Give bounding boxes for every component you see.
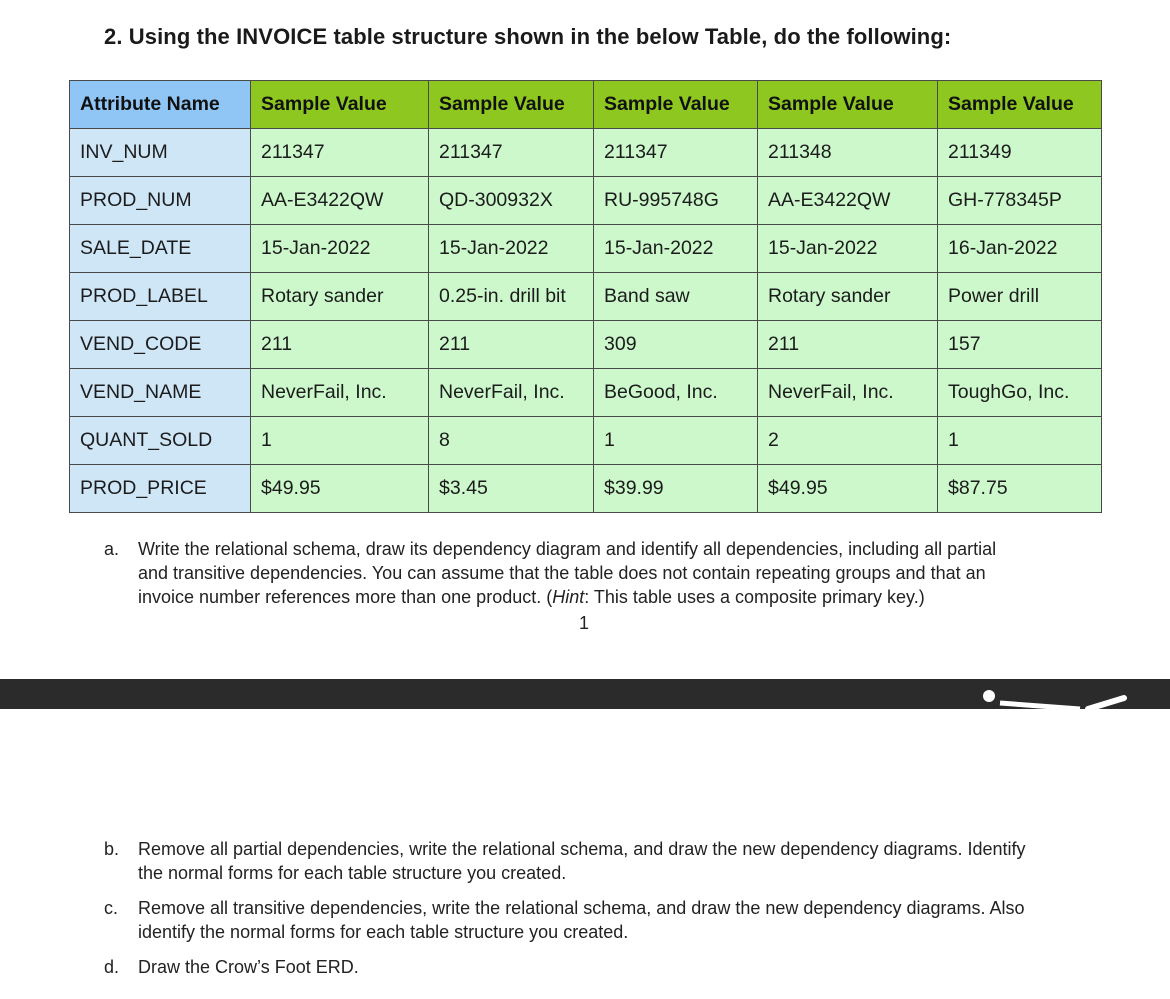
table-cell: $3.45 xyxy=(429,465,594,513)
table-cell-attribute: SALE_DATE xyxy=(70,225,251,273)
part-a-letter: a. xyxy=(104,539,120,559)
table-header-cell: Attribute Name xyxy=(70,81,251,129)
table-cell: 309 xyxy=(594,321,758,369)
table-cell: 211 xyxy=(251,321,429,369)
table-cell: 1 xyxy=(594,417,758,465)
table-header-cell: Sample Value xyxy=(758,81,938,129)
table-cell: RU-995748G xyxy=(594,177,758,225)
table-cell: 211347 xyxy=(251,129,429,177)
table-cell: NeverFail, Inc. xyxy=(429,369,594,417)
table-cell: AA-E3422QW xyxy=(758,177,938,225)
table-header-cell: Sample Value xyxy=(938,81,1102,129)
table-cell: 211 xyxy=(758,321,938,369)
table-cell: NeverFail, Inc. xyxy=(251,369,429,417)
part-b-line: Remove all partial dependencies, write the relational schema, and draw the new dependency diagrams. Identify xyxy=(138,839,1026,859)
invoice-table xyxy=(69,80,1102,513)
table-row xyxy=(70,369,1102,417)
table-cell: 1 xyxy=(938,417,1102,465)
table-cell-attribute: QUANT_SOLD xyxy=(70,417,251,465)
page-number: 1 xyxy=(579,613,590,633)
table-cell: 157 xyxy=(938,321,1102,369)
table-cell: GH-778345P xyxy=(938,177,1102,225)
hint-label: Hint xyxy=(552,587,585,607)
table-cell: $39.99 xyxy=(594,465,758,513)
part-c-line: identify the normal forms for each table structure you created. xyxy=(138,922,629,942)
part-c xyxy=(104,896,1114,946)
table-cell: 15-Jan-2022 xyxy=(758,225,938,273)
table-cell: 15-Jan-2022 xyxy=(251,225,429,273)
table-cell: QD-300932X xyxy=(429,177,594,225)
part-a-line xyxy=(138,585,996,609)
table-header-cell: Sample Value xyxy=(251,81,429,129)
part-d-line: Draw the Crow’s Foot ERD. xyxy=(138,957,359,977)
table-cell: 2 xyxy=(758,417,938,465)
table-cell-attribute: INV_NUM xyxy=(70,129,251,177)
table-row xyxy=(70,177,1102,225)
table-cell-attribute: PROD_LABEL xyxy=(70,273,251,321)
table-cell: 0.25-in. drill bit xyxy=(429,273,594,321)
part-b-line: the normal forms for each table structure you created. xyxy=(138,863,567,883)
part-b-text xyxy=(138,837,1026,885)
part-a-text xyxy=(138,537,996,609)
hint-text: : This table uses a composite primary key.) xyxy=(584,587,925,607)
table-cell: AA-E3422QW xyxy=(251,177,429,225)
table-cell: NeverFail, Inc. xyxy=(758,369,938,417)
part-d-text xyxy=(138,955,359,979)
part-c-line: Remove all transitive dependencies, write the relational schema, and draw the new dependency diagrams. Also xyxy=(138,898,1025,918)
table-cell: Rotary sander xyxy=(758,273,938,321)
table-row xyxy=(70,321,1102,369)
question-title: 2. Using the INVOICE table structure shown in the below Table, do the following: xyxy=(104,24,952,49)
table-cell: 16-Jan-2022 xyxy=(938,225,1102,273)
table-cell: 1 xyxy=(251,417,429,465)
part-b xyxy=(104,837,1114,887)
part-a xyxy=(104,537,1114,612)
table-cell: BeGood, Inc. xyxy=(594,369,758,417)
part-d xyxy=(104,955,1114,981)
part-b-letter: b. xyxy=(104,839,120,859)
bar-mark-decoration xyxy=(970,679,1140,709)
table-cell: 211348 xyxy=(758,129,938,177)
table-cell: 211349 xyxy=(938,129,1102,177)
part-a-line-text: invoice number references more than one product. ( xyxy=(138,587,553,607)
table-row xyxy=(70,273,1102,321)
table-header-cell: Sample Value xyxy=(594,81,758,129)
table-cell: $49.95 xyxy=(758,465,938,513)
part-a-line: Write the relational schema, draw its dependency diagram and identify all dependencies, including all partial xyxy=(138,539,997,559)
part-d-letter: d. xyxy=(104,957,120,977)
table-cell: 211 xyxy=(429,321,594,369)
table-cell: Power drill xyxy=(938,273,1102,321)
table-cell-attribute: VEND_CODE xyxy=(70,321,251,369)
table-cell: Band saw xyxy=(594,273,758,321)
table-cell: 15-Jan-2022 xyxy=(594,225,758,273)
part-c-text xyxy=(138,896,1025,944)
table-row xyxy=(70,129,1102,177)
table-cell: 15-Jan-2022 xyxy=(429,225,594,273)
table-cell: $87.75 xyxy=(938,465,1102,513)
table-cell: $49.95 xyxy=(251,465,429,513)
table-header-row xyxy=(70,81,1102,129)
table-cell: 8 xyxy=(429,417,594,465)
table-row xyxy=(70,225,1102,273)
table-cell-attribute: PROD_NUM xyxy=(70,177,251,225)
table-header-cell: Sample Value xyxy=(429,81,594,129)
table-cell: Rotary sander xyxy=(251,273,429,321)
table-cell-attribute: PROD_PRICE xyxy=(70,465,251,513)
table-cell-attribute: VEND_NAME xyxy=(70,369,251,417)
table-cell: ToughGo, Inc. xyxy=(938,369,1102,417)
part-c-letter: c. xyxy=(104,898,119,918)
table-cell: 211347 xyxy=(594,129,758,177)
table-cell: 211347 xyxy=(429,129,594,177)
table-row xyxy=(70,465,1102,513)
table-row xyxy=(70,417,1102,465)
part-a-line: and transitive dependencies. You can assume that the table does not contain repeating groups and that an xyxy=(138,563,986,583)
